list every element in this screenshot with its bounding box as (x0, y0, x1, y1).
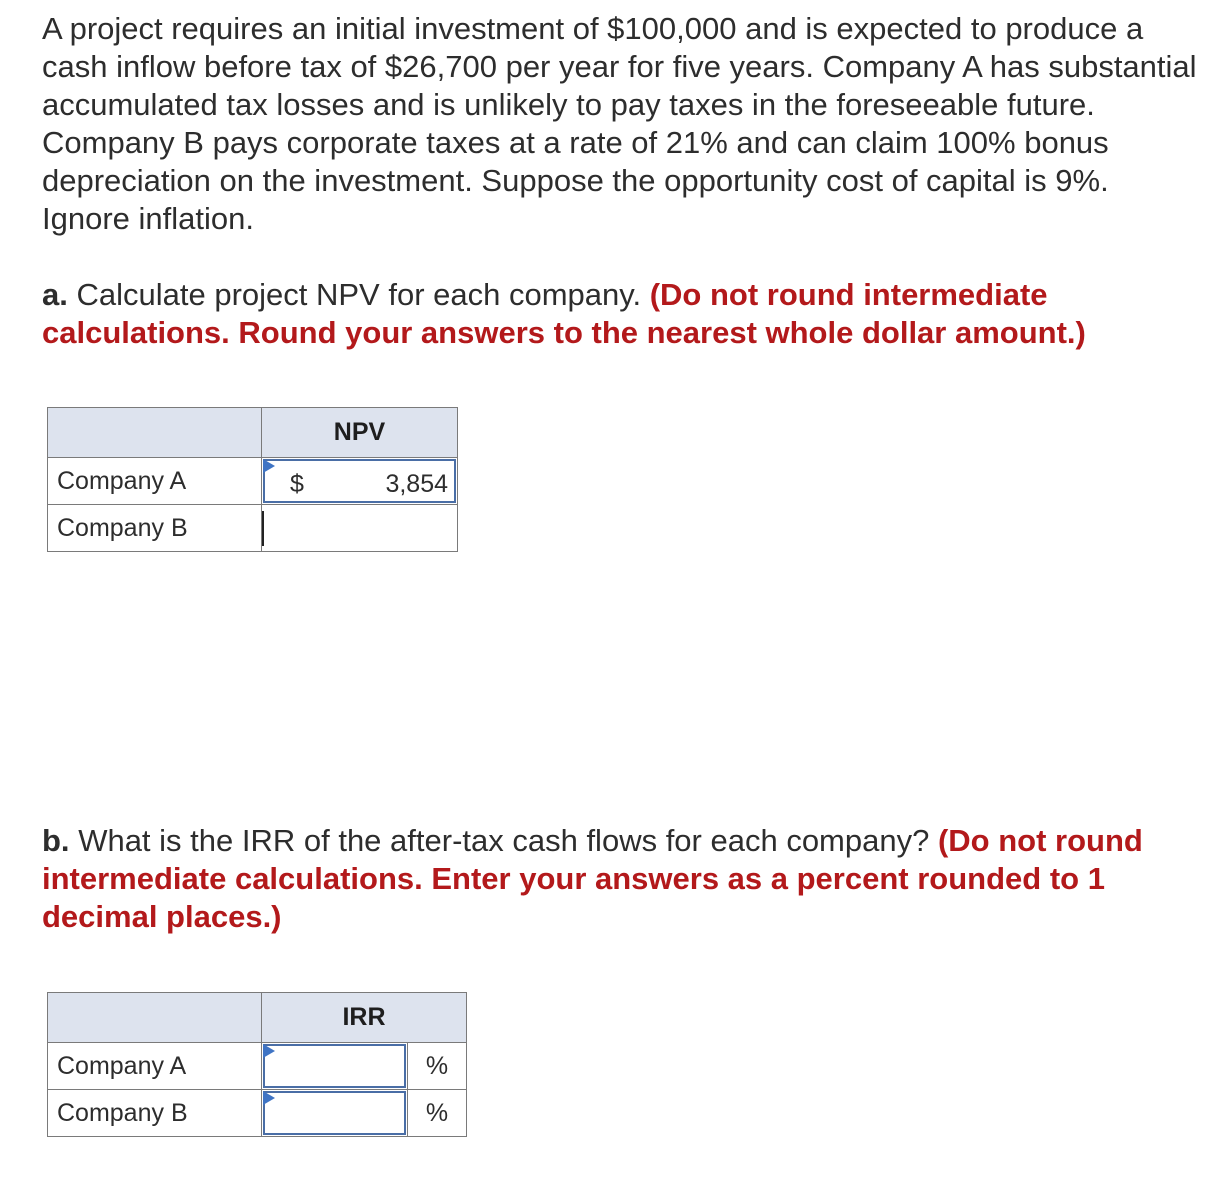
part-a-question (42, 276, 1202, 352)
input-flag-icon (263, 1091, 275, 1105)
npv-company-a-input[interactable] (263, 459, 456, 503)
irr-company-a-cell[interactable] (262, 1043, 408, 1090)
percent-unit: % (408, 1090, 467, 1137)
table-row (48, 1090, 467, 1137)
npv-company-a-cell[interactable] (262, 458, 458, 505)
npv-company-a-value: 3,854 (385, 470, 448, 498)
npv-column-header: NPV (262, 408, 458, 458)
row-label-company-b: Company B (48, 505, 262, 552)
text-cursor (262, 511, 264, 546)
irr-company-a-input[interactable] (263, 1044, 406, 1088)
part-b-question (42, 822, 1202, 936)
npv-table (47, 407, 458, 552)
table-row (48, 1043, 467, 1090)
part-a-letter: a. (42, 277, 68, 312)
irr-column-header: IRR (262, 993, 467, 1043)
npv-table-corner (48, 408, 262, 458)
input-flag-icon (263, 1044, 275, 1058)
part-b-letter: b. (42, 823, 70, 858)
percent-unit: % (408, 1043, 467, 1090)
input-flag-icon (263, 459, 275, 473)
table-row (48, 458, 458, 505)
row-label-company-b: Company B (48, 1090, 262, 1137)
part-a-text: Calculate project NPV for each company. (76, 277, 642, 312)
dollar-sign: $ (290, 470, 304, 498)
table-row (48, 505, 458, 552)
row-label-company-a: Company A (48, 1043, 262, 1090)
problem-statement: A project requires an initial investment of $100,000 and is expected to produce a cash inflow before tax of $26,700 per year for five years. Company A has substantial accumulated tax losses and is unlikely to pay taxes in the foreseeable future. Company B pays corporate taxes at a rate of 21% and can claim 100% bonus depreciation on the investment. Suppose the opportunity cost of capital is 9%. Ignore inflation. (42, 11, 1197, 236)
irr-table (47, 992, 467, 1137)
row-label-company-a: Company A (48, 458, 262, 505)
part-b-text: What is the IRR of the after-tax cash flows for each company? (78, 823, 930, 858)
part-a-instruction: (Do not round intermediate calculations. Round your answers to the nearest whole dollar amount.) (42, 277, 1086, 350)
irr-table-corner (48, 993, 262, 1043)
irr-company-b-input[interactable] (263, 1091, 406, 1135)
part-b-instruction: (Do not round intermediate calculations. Enter your answers as a percent rounded to 1 decimal places.) (42, 823, 1143, 934)
npv-company-b-input[interactable] (262, 505, 458, 552)
irr-company-b-cell[interactable] (262, 1090, 408, 1137)
